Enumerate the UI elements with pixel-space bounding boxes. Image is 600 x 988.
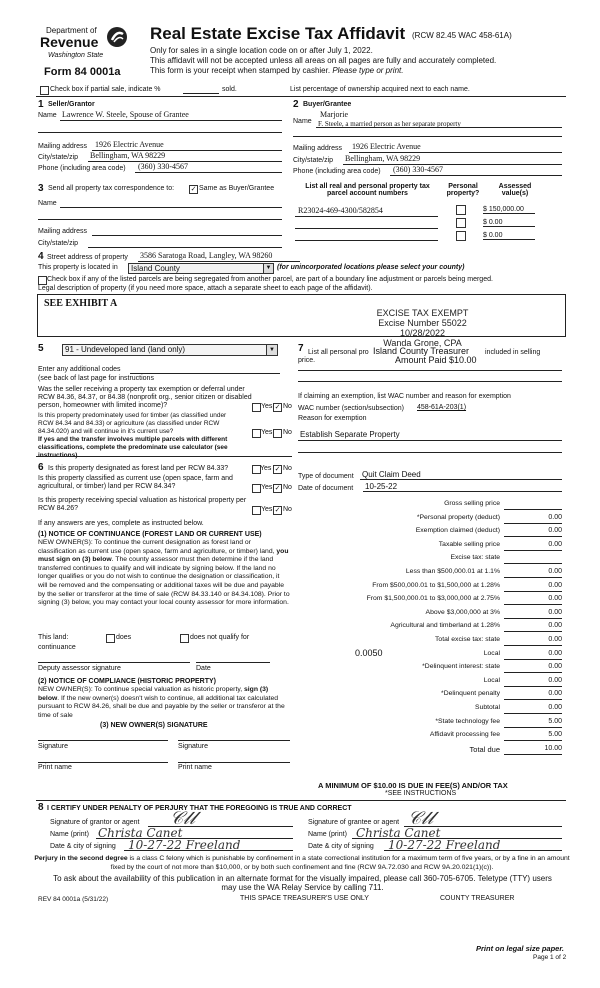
assessed-value-2[interactable]: $ 0.00 xyxy=(483,219,535,227)
tax-row xyxy=(300,512,562,526)
tax-row-label: Above $3,000,000 at 3% xyxy=(425,608,500,616)
tax-row-value[interactable]: 0.00 xyxy=(504,541,562,551)
header-line3-b: Please type or print. xyxy=(332,66,404,75)
stamp-line1: EXCISE TAX EXEMPT xyxy=(376,308,469,318)
tax-row-value[interactable]: 0.00 xyxy=(504,622,562,632)
q-exemption: Was the seller receiving a property tax exemption or deferral under RCW 84.36, 84.37, or 84.38 (nonprofit org., senior citizen or disabled person, homeowner with limited income)? xyxy=(38,386,252,409)
deputy-label: Deputy assessor signature xyxy=(38,665,121,672)
q2-yes-checkbox[interactable] xyxy=(252,429,261,438)
personal-property-checkbox-3[interactable] xyxy=(456,231,466,241)
notice1-text-b: . The county assessor must then determine if the land transferred continues to qualify and will indicate by signing below. If the land no longer qualifies or you do not wish to continue the designation or classification, it will be removed and the compensating or additional taxes will be due and payable by the seller or transferor at the time of sale (RCW 84.33.140 or 84.34.108). Prior to signing (3) below, you may contact your local county assessor for more information. xyxy=(38,556,290,607)
section6-num: 6 xyxy=(38,462,44,473)
notice1-text-a: NEW OWNER(S): To continue the current designation as forest land or classification as current use (open space, farm and agriculture, or timber) land, xyxy=(38,539,277,555)
q1-yes: Yes xyxy=(261,403,273,410)
tax-row-label: Local xyxy=(483,649,500,657)
tax-row xyxy=(300,620,562,634)
seller-num: 1 xyxy=(38,99,44,110)
certify-text: I CERTIFY UNDER PENALTY OF PERJURY THAT THE FOREGOING IS TRUE AND CORRECT xyxy=(47,805,352,812)
seller-heading: Seller/Grantor xyxy=(48,101,95,108)
current-use-no-checkbox[interactable]: ✓ xyxy=(274,485,281,492)
section7-text-b: included in selling xyxy=(485,349,541,356)
codes-label-1: Enter any additional codes xyxy=(38,366,121,373)
wac-label: WAC number (section/subsection) xyxy=(298,405,404,412)
tax-row-label: Affidavit processing fee xyxy=(429,731,500,739)
doc-date-value[interactable]: 10-25-22 xyxy=(365,482,398,491)
list-pct-note: List percentage of ownership acquired next to each name. xyxy=(290,86,470,93)
dept-line2: Revenue xyxy=(40,34,99,50)
personal-line-1[interactable] xyxy=(298,370,562,371)
seller-city-label: City/state/zip xyxy=(38,154,79,161)
if-yes-note: If any answers are yes, complete as instructed below. xyxy=(38,520,204,527)
buyer-name-line2[interactable]: F. Steele, a married person as her separate property xyxy=(318,120,461,128)
forest-yes: Yes xyxy=(260,465,272,472)
tax-row xyxy=(300,661,562,675)
seller-name-label: Name xyxy=(38,112,57,119)
buyer-mail-label: Mailing address xyxy=(293,145,343,152)
tax-row-label: Less than $500,000.01 at 1.1% xyxy=(405,568,500,575)
owner-signature-label-2: Signature xyxy=(178,743,208,750)
stamp-line4: Wanda Grone, CPA xyxy=(383,338,462,348)
q2-no-checkbox[interactable] xyxy=(273,429,282,438)
owner-signature-line-1[interactable] xyxy=(38,740,168,741)
tax-row-value[interactable]: 0.00 xyxy=(504,595,562,605)
section3-text: Send all property tax correspondence to: xyxy=(48,185,175,192)
county-select[interactable] xyxy=(128,263,274,274)
tax-row xyxy=(300,593,562,607)
section3-name-line2 xyxy=(38,219,282,220)
does-label: does xyxy=(116,634,132,641)
deputy-signature-line[interactable] xyxy=(38,662,190,663)
buyer-phone-line xyxy=(390,175,562,176)
tax-row xyxy=(300,716,562,730)
stamp-line2: Excise Number 55022 xyxy=(378,318,467,328)
doc-type-line xyxy=(360,479,562,480)
parcel-line-3[interactable] xyxy=(295,240,438,241)
tax-row-label: Excise tax: state xyxy=(450,554,500,562)
tax-row xyxy=(300,539,562,553)
tax-row-label: Total excise tax: state xyxy=(435,636,500,643)
section7-text-a: List all personal pro xyxy=(308,349,369,356)
tax-row-value[interactable]: 0.00 xyxy=(504,514,562,524)
continuance-label: continuance xyxy=(38,644,76,651)
stamp-line3: 10/28/2022 xyxy=(399,328,446,338)
seller-phone[interactable]: (360) 330-4567 xyxy=(138,162,188,171)
buyer-mail-line xyxy=(349,152,562,153)
notice2-bold: sign (3) below xyxy=(38,686,269,702)
notice2-title: (2) NOTICE OF COMPLIANCE (HISTORIC PROPERTY) xyxy=(38,678,216,685)
forest-no-checkbox[interactable]: ✓ xyxy=(274,466,281,473)
stamp-line6: Amount Paid $10.00 xyxy=(395,355,477,365)
seller-name-line2 xyxy=(38,132,282,133)
form-number: Form 84 0001a xyxy=(44,66,121,78)
q2-no: No xyxy=(283,429,292,436)
owner-print-label-2: Print name xyxy=(178,764,212,771)
seller-name-line xyxy=(60,120,282,121)
tax-row xyxy=(300,580,562,594)
tax-row xyxy=(300,743,562,757)
tax-row xyxy=(300,648,562,662)
perjury-text: is a class C felony which is punishable by confinement in a state correctional institution for a maximum term of five years, or by a fine in an amount fixed by the court of not more than $10,000, or by both such confinement and fine (RCW 9A.72.030 and RCW 9A.20.021(1)(c)). xyxy=(110,855,570,871)
stamp-line5: Island County Treasurer xyxy=(373,346,470,356)
section3-name-line[interactable] xyxy=(60,207,282,208)
doc-date-line xyxy=(363,491,562,492)
segregated-label: Check box if any of the listed parcels are being segregated from another parcel, are part of a boundary line adjustment or parcels being merged. xyxy=(47,276,493,283)
current-use-yes: Yes xyxy=(261,484,273,491)
tax-row-label: *State technology fee xyxy=(435,717,500,725)
street-address[interactable]: 3586 Saratoga Road, Langley, WA 98260 xyxy=(140,251,273,260)
tax-row-value[interactable]: 0.00 xyxy=(504,650,562,660)
buyer-city[interactable]: Bellingham, WA 98229 xyxy=(345,154,421,163)
section3-mail-line[interactable] xyxy=(92,235,282,236)
tax-row xyxy=(300,675,562,689)
buyer-city-line xyxy=(343,164,562,165)
q-historic: Is this property receiving special valuation as historical property per RCW 84.26? xyxy=(38,497,247,512)
buyer-num: 2 xyxy=(293,99,299,110)
grantee-name[interactable]: Christa Canet xyxy=(356,826,441,840)
parcel-number[interactable]: R23024-469-4300/582854 xyxy=(298,206,383,215)
section8-num: 8 xyxy=(38,802,44,813)
personal-line-2[interactable] xyxy=(298,381,562,382)
owner-signature-line-2[interactable] xyxy=(178,740,290,741)
land-use-select[interactable] xyxy=(62,344,278,356)
seller-mail[interactable]: 1926 Electric Avenue xyxy=(95,140,164,149)
county-treasurer-label: COUNTY TREASURER xyxy=(440,895,515,902)
header-line2: This affidavit will not be accepted unless all areas on all pages are fully and accurately completed. xyxy=(150,56,497,65)
tax-row xyxy=(300,729,562,743)
dept-line3: Washington State xyxy=(48,52,104,59)
owner-signature-label-1: Signature xyxy=(38,743,68,750)
county-selected-value: Island County xyxy=(131,264,180,273)
minimum-note: A MINIMUM OF $10.00 IS DUE IN FEE(S) AND/OR TAX xyxy=(318,781,508,790)
historic-yes: Yes xyxy=(261,506,273,513)
seller-phone-line xyxy=(135,172,282,173)
grantee-signature: 𝒞𝓁𝓁 xyxy=(408,808,434,829)
exemption-label: If claiming an exemption, list WAC number and reason for exemption xyxy=(298,393,511,400)
tax-row-label: Exemption claimed (deduct) xyxy=(415,527,500,535)
tax-row-label: Agricultural and timberland at 1.28% xyxy=(390,622,500,630)
buyer-name-line-2 xyxy=(293,136,562,137)
tax-row-value[interactable]: 10.00 xyxy=(504,745,562,755)
reason-value[interactable]: Establish Separate Property xyxy=(300,430,400,439)
tax-row-value[interactable]: 0.00 xyxy=(504,568,562,578)
tax-row-label: From $1,500,000.01 to $3,000,000 at 2.75% xyxy=(366,595,500,603)
tax-row-value[interactable] xyxy=(504,500,562,510)
header-line3-a: This form is your receipt when stamped by cashier. xyxy=(150,66,331,75)
buyer-name-label: Name xyxy=(293,118,312,125)
reason-line-2 xyxy=(298,452,562,453)
partial-sold-label: sold. xyxy=(222,86,237,93)
personal-property-checkbox-1[interactable] xyxy=(456,205,466,215)
form-title: Real Estate Excise Tax Affidavit xyxy=(150,24,406,43)
divider xyxy=(36,456,292,457)
see-exhibit: SEE EXHIBIT A xyxy=(44,298,118,309)
street-label: Street address of property xyxy=(47,254,128,261)
perjury-bold: Perjury in the second degree xyxy=(34,855,128,862)
q1-no: No xyxy=(283,403,292,410)
notice2-text-b: . If the new owner(s) doesn't wish to continue, all additional tax calculated pursuant to RCW 84.26, shall be due and payable by the seller or transferor at the time of sale xyxy=(38,694,285,719)
owner-print-line-1[interactable] xyxy=(38,762,168,763)
notice1-title: (1) NOTICE OF CONTINUANCE (FOREST LAND OR CURRENT USE) xyxy=(38,531,262,538)
section3-city-line[interactable] xyxy=(88,247,282,248)
owner-print-line-2[interactable] xyxy=(178,762,290,763)
partial-sale-checkbox[interactable] xyxy=(40,86,49,95)
notice1-bold: you must sign on (3) below xyxy=(38,547,289,564)
tax-row-label: Local xyxy=(483,676,500,684)
grantor-name-label: Name (print) xyxy=(50,831,89,838)
q-forest: Is this property designated as forest land per RCW 84.33? xyxy=(48,465,229,472)
tax-row-value[interactable]: 0.00 xyxy=(504,677,562,687)
tax-row-value[interactable]: 5.00 xyxy=(504,718,562,728)
section3-num: 3 xyxy=(38,183,44,194)
legal-paper-note: Print on legal size paper. xyxy=(476,944,564,953)
section4-num: 4 xyxy=(38,251,44,262)
col-assessed-header: Assessed value(s) xyxy=(498,183,532,197)
grantee-date-label: Date & city of signing xyxy=(308,843,374,850)
tax-row-label: *Delinquent interest: state xyxy=(422,663,500,671)
tax-row xyxy=(300,566,562,580)
tax-row-label: Total due xyxy=(469,744,500,754)
grantee-date-line xyxy=(384,850,562,851)
chevron-down-icon: ▼ xyxy=(266,345,277,355)
grantee-name-label: Name (print) xyxy=(308,831,347,838)
notice2-text-a: NEW OWNER(S): To continue special valuation as historic property, xyxy=(38,686,244,693)
rev-label: REV 84 0001a (5/31/22) xyxy=(38,896,109,903)
deputy-date-label: Date xyxy=(196,665,211,672)
tax-row-value[interactable]: 0.00 xyxy=(504,636,562,646)
grantor-signature: 𝒞𝓁𝓁 xyxy=(170,808,196,829)
tax-row xyxy=(300,634,562,648)
treasurer-stamp xyxy=(350,308,495,348)
tax-row-value[interactable]: 0.00 xyxy=(504,690,562,700)
buyer-phone-label: Phone (including area code) xyxy=(293,168,381,175)
buyer-name-line xyxy=(316,127,562,128)
buyer-mail[interactable]: 1926 Electric Avenue xyxy=(352,142,421,151)
partial-sale-label: Check box if partial sale, indicate % xyxy=(50,86,161,93)
owner-print-label-1: Print name xyxy=(38,764,72,771)
legal-desc-label: Legal description of property (if you need more space, attach a separate sheet to each page of the affidavit). xyxy=(38,285,373,292)
tax-row xyxy=(300,688,562,702)
notice2-body xyxy=(38,686,290,720)
assessed-value-1[interactable]: $ 150,000.00 xyxy=(483,206,535,214)
seller-name[interactable]: Lawrence W. Steele, Spouse of Grantee xyxy=(62,110,189,119)
assessed-value-3[interactable]: $ 0.00 xyxy=(483,232,535,240)
county-note: (for unincorporated locations please select your county) xyxy=(277,264,465,271)
this-land-label: This land: xyxy=(38,634,69,641)
does-not-checkbox[interactable] xyxy=(180,634,189,643)
doc-type-value[interactable]: Quit Claim Deed xyxy=(362,470,421,479)
historic-no-checkbox[interactable]: ✓ xyxy=(274,507,281,514)
grantee-sig-label: Signature of grantee or agent xyxy=(308,819,400,826)
section7-text-c: price. xyxy=(298,357,316,364)
treasurer-use-label: THIS SPACE TREASURER'S USE ONLY xyxy=(240,895,369,902)
tax-row-value[interactable]: 0.00 xyxy=(504,704,562,714)
deputy-date-line[interactable] xyxy=(196,662,270,663)
grantor-date[interactable]: 10-27-22 Freeland xyxy=(128,838,241,852)
section3-name-label: Name xyxy=(38,200,57,207)
grantee-date[interactable]: 10-27-22 Freeland xyxy=(388,838,501,852)
q-current-use: Is this property classified as current use (open space, farm and agricultural, or timber) land per RCW 84.34? xyxy=(38,475,233,490)
street-line xyxy=(138,261,300,262)
tax-row xyxy=(300,498,562,512)
seller-phone-label: Phone (including area code) xyxy=(38,165,126,172)
historic-no: No xyxy=(283,506,292,513)
buyer-name-line1[interactable]: Marjorie xyxy=(320,110,348,119)
q2-yes: Yes xyxy=(261,429,273,436)
header-line1: Only for sales in a single location code on or after July 1, 2022. xyxy=(150,46,373,55)
tax-row-label: Taxable selling price xyxy=(438,540,500,548)
tax-row xyxy=(300,702,562,716)
tax-row-value[interactable]: 0.00 xyxy=(504,527,562,537)
local-rate: 0.0050 xyxy=(355,648,383,658)
tax-row-value[interactable]: 0.00 xyxy=(504,582,562,592)
tax-row-value[interactable] xyxy=(504,554,562,564)
col-accounts-header: List all real and personal property tax parcel account numbers xyxy=(305,183,430,197)
tax-row-value[interactable]: 5.00 xyxy=(504,731,562,741)
grantor-sig-label: Signature of grantor or agent xyxy=(50,819,140,826)
does-checkbox[interactable] xyxy=(106,634,115,643)
segregated-checkbox[interactable] xyxy=(38,276,47,285)
buyer-phone[interactable]: (360) 330-4567 xyxy=(393,165,443,174)
tax-row-label: Subtotal xyxy=(475,704,500,711)
q-timber-note: If yes and the transfer involves multiple parcels with different classifications, complete the predominate use calculator (see instructions) xyxy=(38,436,228,459)
doc-type-label: Type of document xyxy=(298,473,354,480)
col-personal-header: Personal property? xyxy=(446,183,480,197)
historic-yes-checkbox[interactable] xyxy=(252,506,261,515)
header-line3 xyxy=(150,66,403,75)
page-number: Page 1 of 2 xyxy=(533,954,567,961)
forest-no: No xyxy=(283,465,292,472)
q1-no-checkbox[interactable]: ✓ xyxy=(274,404,281,411)
grantor-date-label: Date & city of signing xyxy=(50,843,116,850)
section3-mail-label: Mailing address xyxy=(38,228,88,235)
perjury-notice xyxy=(32,855,572,872)
parcel-line-2[interactable] xyxy=(295,228,438,229)
tax-row-value[interactable]: 0.00 xyxy=(504,609,562,619)
q-timber: Is this property predominately used for timber (as classified under RCW 84.34 and 84.33) or agriculture (as classified under RCW 84.34.020) and will continue in it's current use? xyxy=(38,412,227,435)
land-use-value: 91 - Undeveloped land (land only) xyxy=(65,345,186,354)
tax-row-label: *Delinquent penalty xyxy=(441,690,500,698)
section3-city-label: City/state/zip xyxy=(38,240,79,247)
tax-row xyxy=(300,525,562,539)
reason-label: Reason for exemption xyxy=(298,415,367,422)
tax-row xyxy=(300,552,562,566)
wa-dor-icon xyxy=(106,26,128,48)
chevron-down-icon: ▼ xyxy=(263,264,273,273)
buyer-city-label: City/state/zip xyxy=(293,157,334,164)
tax-row-label: Gross selling price xyxy=(444,500,500,507)
notice1-body xyxy=(38,539,290,608)
divider xyxy=(36,96,566,97)
parcel-line-1 xyxy=(295,216,438,217)
current-use-no: No xyxy=(283,484,292,491)
divider xyxy=(36,800,566,801)
tax-row-label: From $500,000.01 to $1,500,000 at 1.28% xyxy=(372,581,500,589)
section5-num: 5 xyxy=(38,343,44,354)
does-not-label: does not qualify for xyxy=(190,634,250,641)
reason-line xyxy=(298,440,562,441)
partial-pct-field[interactable] xyxy=(183,93,219,94)
section7-num: 7 xyxy=(298,343,304,354)
form-rcw: (RCW 82.45 WAC 458-61A) xyxy=(412,31,512,40)
tax-row xyxy=(300,607,562,621)
current-use-yes-checkbox[interactable] xyxy=(252,484,261,493)
seller-mail-label: Mailing address xyxy=(38,143,88,150)
tax-row-label: *Personal property (deduct) xyxy=(416,513,500,521)
dor-logo xyxy=(38,22,133,80)
buyer-heading: Buyer/Grantee xyxy=(303,101,352,108)
codes-line[interactable] xyxy=(130,373,280,374)
personal-property-checkbox-2[interactable] xyxy=(456,218,466,228)
tax-row-value[interactable]: 0.00 xyxy=(504,663,562,673)
dept-line1: Department of xyxy=(46,26,97,35)
notice3-title: (3) NEW OWNER(S) SIGNATURE xyxy=(100,722,208,729)
doc-date-label: Date of document xyxy=(298,485,354,492)
wac-number[interactable]: 458-61A-203(1) xyxy=(417,404,467,411)
grantor-name[interactable]: Christa Canet xyxy=(98,826,183,840)
codes-label-2: (see back of last page for instructions xyxy=(38,375,154,382)
same-as-buyer-label: Same as Buyer/Grantee xyxy=(199,185,275,192)
alt-format-note: To ask about the availability of this publication in an alternate format for the visually impaired, please call 360-705-6705. Teletype (TTY) users may use the WA Relay Service by calling 711. xyxy=(53,874,552,892)
grantor-date-line xyxy=(124,850,293,851)
see-instructions: *SEE INSTRUCTIONS xyxy=(385,790,457,797)
seller-city[interactable]: Bellingham, WA 98229 xyxy=(90,151,166,160)
q1-yes-checkbox[interactable] xyxy=(252,403,261,412)
located-label: This property is located in xyxy=(38,264,118,271)
same-as-buyer-checkbox[interactable]: ✓ xyxy=(190,186,197,193)
